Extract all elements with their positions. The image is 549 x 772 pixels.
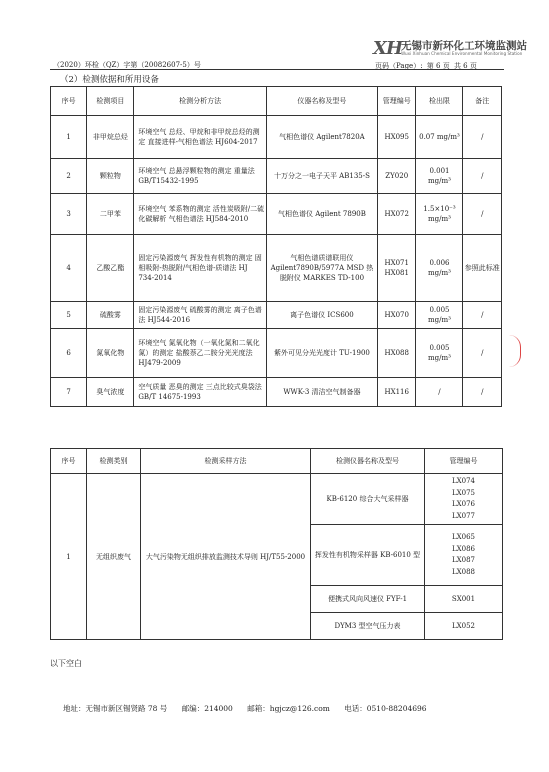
logo-mark: XH: [373, 38, 402, 59]
header-cell: 管理编号: [425, 449, 503, 474]
row-number: 7: [51, 378, 87, 407]
analysis-method: 环境空气 总烃、甲烷和非甲烷总烃的测定 直接进样-气相色谱法 HJ604-2017: [134, 116, 267, 159]
test-item: 硫酸雾: [87, 302, 134, 329]
remark: /: [463, 159, 502, 194]
management-code: HX072: [378, 194, 416, 235]
header-cell: 备注: [463, 87, 502, 116]
instrument: 挥发性有机物采样器 KB-6010 型: [311, 525, 425, 586]
remark: /: [463, 116, 502, 159]
table-row: [51, 329, 502, 378]
methods-table: [50, 86, 502, 407]
row-number: 3: [51, 194, 87, 235]
remark: /: [463, 302, 502, 329]
header-cell: 检测类别: [87, 449, 141, 474]
management-code: LX052: [425, 613, 503, 640]
management-code: LX065: [452, 533, 475, 541]
row-number: 1: [51, 116, 87, 159]
table-row: [51, 378, 502, 407]
instrument: WWK-3 清洁空气制备器: [266, 378, 377, 407]
instrument: 气相色谱仪 Agilent 7890B: [266, 194, 377, 235]
table-row: [51, 159, 502, 194]
management-code: HX071 HX081: [378, 235, 416, 302]
test-item: 乙酸乙酯: [87, 235, 134, 302]
footer-postcode: 邮编：214000: [181, 704, 233, 713]
test-item: 二甲苯: [87, 194, 134, 235]
instrument: KB-6120 综合大气采样器: [311, 474, 425, 525]
org-name-en: Wuxi Xinhuan Chemical Environmental Monitoring Station: [401, 51, 523, 56]
detection-limit: 0.005 mg/m³: [416, 329, 463, 378]
remark: 参照此标准: [463, 235, 502, 302]
table-row: [51, 302, 502, 329]
header-cell: 序号: [51, 449, 87, 474]
section-title: （2）检测依据和所用设备: [60, 75, 159, 85]
page-label: 页码（Page）:: [375, 62, 423, 70]
table-row: [51, 235, 502, 302]
table-row: [51, 194, 502, 235]
management-code: HX116: [378, 378, 416, 407]
table-header-row: [51, 449, 503, 474]
management-code: LX077: [452, 511, 475, 520]
table-row: [51, 116, 502, 159]
header-divider: [50, 69, 504, 70]
footer-email: 邮箱：hgjcz@126.com: [247, 704, 330, 713]
management-code: HX070: [378, 302, 416, 329]
instrument: 十万分之一电子天平 AB135-S: [266, 159, 377, 194]
detection-limit: 0.006 mg/m³: [416, 235, 463, 302]
header-cell: 检出限: [416, 87, 463, 116]
detection-limit: 0.07 mg/m³: [416, 116, 463, 159]
row-number: 6: [51, 329, 87, 378]
analysis-method: 固定污染源废气 硫酸雾的测定 离子色谱法 HJ544-2016: [134, 302, 267, 329]
header-cell: 仪器名称及型号: [266, 87, 377, 116]
instrument: DYM3 型空气压力表: [311, 613, 425, 640]
table-header-row: [51, 87, 502, 116]
management-code: LX087: [452, 556, 475, 564]
page-total: 共 6 页: [453, 62, 477, 70]
document-number: （2020）环检（QZ）字第（20082607-5）号: [53, 61, 201, 69]
analysis-method: 空气质量 恶臭的测定 三点比较式臭袋法 GB/T 14675-1993: [134, 378, 267, 407]
management-codes: [425, 474, 503, 525]
sampling-method: 大气污染物无组织排放监测技术导则 HJ/T55-2000: [141, 474, 311, 640]
header-cell: 管理编号: [378, 87, 416, 116]
management-code: LX074: [452, 477, 475, 485]
seal-mark: [508, 335, 521, 367]
test-category: 无组织废气: [87, 474, 141, 640]
management-code: LX086: [452, 544, 475, 553]
row-number: 4: [51, 235, 87, 302]
row-number: 5: [51, 302, 87, 329]
remark: /: [463, 378, 502, 407]
instrument: 便携式风向风速仪 FYF-1: [311, 586, 425, 613]
management-code: HX088: [378, 329, 416, 378]
analysis-method: 固定污染源废气 挥发性有机物的测定 固相吸附-热脱附/气相色谱-质谱法 HJ 734-2014: [134, 235, 267, 302]
table-row: [51, 474, 503, 525]
test-item: 非甲烷总烃: [87, 116, 134, 159]
remark: /: [463, 329, 502, 378]
header-cell: 检测项目: [87, 87, 134, 116]
remark: /: [463, 194, 502, 235]
header-cell: 序号: [51, 87, 87, 116]
test-item: 臭气浓度: [87, 378, 134, 407]
footer-address: 地址：无锡市新区锡贤路 78 号: [63, 704, 168, 713]
instrument: 离子色谱仪 ICS600: [266, 302, 377, 329]
header-cell: 检测分析方法: [134, 87, 267, 116]
detection-limit: 0.005 mg/m³: [416, 302, 463, 329]
detection-limit: 0.001 mg/m³: [416, 159, 463, 194]
footer-phone: 电话：0510-88204696: [344, 704, 427, 713]
footer: [63, 703, 439, 714]
instrument: 气相色谱仪 Agilent7820A: [266, 116, 377, 159]
management-code: LX088: [452, 567, 475, 576]
management-code: LX075: [452, 488, 475, 497]
detection-limit: /: [416, 378, 463, 407]
analysis-method: 环境空气 总悬浮颗粒物的测定 重量法 GB/T15432-1995: [134, 159, 267, 194]
test-item: 颗粒物: [87, 159, 134, 194]
org-name: 无锡市新环化工环境监测站: [401, 40, 527, 52]
row-number: 2: [51, 159, 87, 194]
management-code: ZY020: [378, 159, 416, 194]
org-logo: [373, 38, 527, 60]
instrument: 气相色谱质谱联用仪 Agilent7890B/5977A MSD 热脱附仪 MARKES TD-100: [266, 235, 377, 302]
management-code: SX001: [425, 586, 503, 613]
blank-below-note: 以下空白: [50, 659, 82, 668]
page-current: 第 6 页: [426, 62, 450, 70]
header-cell: 检测仪器名称及型号: [311, 449, 425, 474]
management-code: LX076: [452, 500, 475, 508]
header-cell: 检测采样方法: [141, 449, 311, 474]
test-item: 氮氧化物: [87, 329, 134, 378]
sampling-table: [50, 448, 503, 640]
analysis-method: 环境空气 氮氧化物（一氧化氮和二氧化氮）的测定 盐酸萘乙二胺分光光度法 HJ479-2009: [134, 329, 267, 378]
instrument: 紫外可见分光光度计 TU-1900: [266, 329, 377, 378]
detection-limit: 1.5×10⁻³ mg/m³: [416, 194, 463, 235]
analysis-method: 环境空气 苯系物的测定 活性炭吸附/二硫化碳解析 气相色谱法 HJ584-2010: [134, 194, 267, 235]
row-number: 1: [51, 474, 87, 640]
management-codes: [425, 525, 503, 586]
management-code: HX095: [378, 116, 416, 159]
